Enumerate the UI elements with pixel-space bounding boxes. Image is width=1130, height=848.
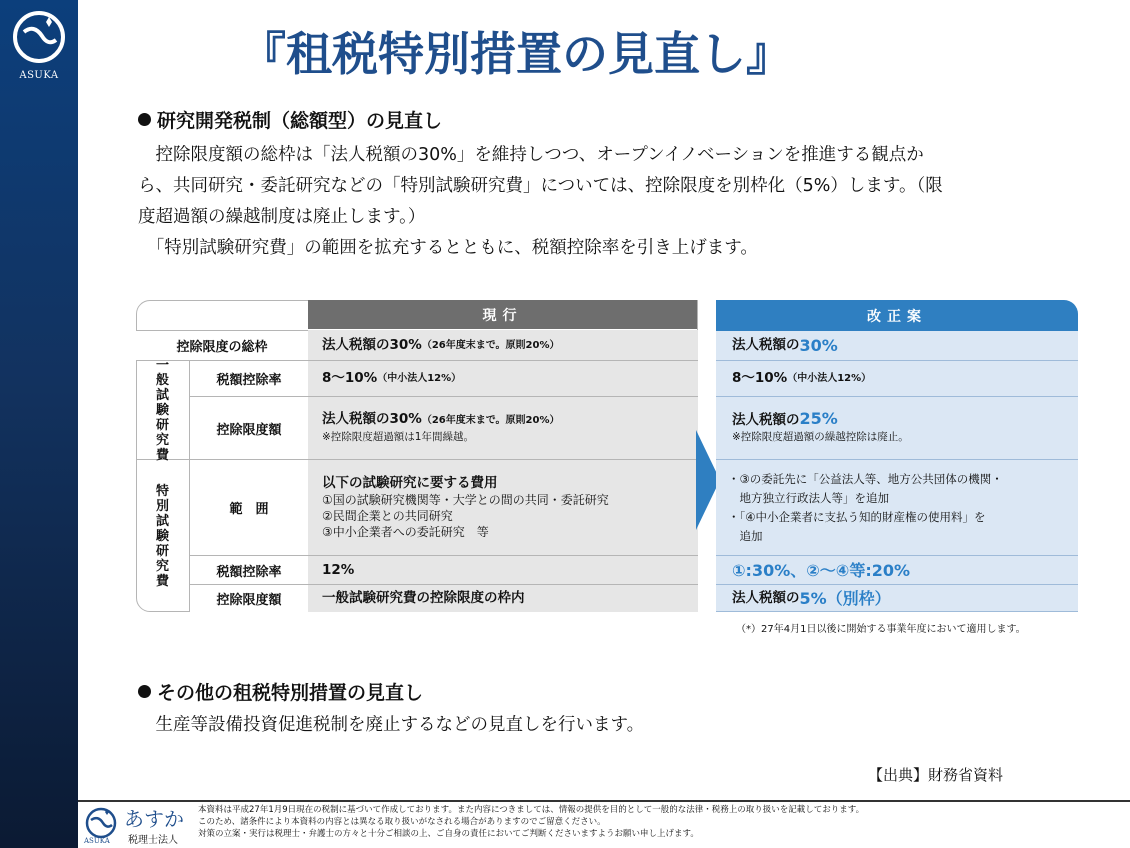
asuka-logo-icon	[84, 806, 118, 840]
paragraph-line: 「特別試験研究費」の範囲を拡充するとともに、税額控除率を引き上げます。	[138, 238, 758, 258]
value-text: 法人税額の	[732, 589, 800, 606]
group-general-rd	[136, 357, 190, 463]
current-value: 12%	[308, 556, 698, 585]
group-special-rd	[136, 460, 190, 612]
group-label-general: 一般試験研究費	[155, 357, 169, 463]
row-label: 控除限度額	[190, 397, 308, 460]
row-label: 範 囲	[190, 460, 308, 556]
footer-brand-sub: 税理士法人	[128, 835, 178, 846]
current-value	[308, 397, 698, 460]
group-label-special: 特別試験研究費	[155, 483, 169, 589]
list-item: ②民間企業との共同研究	[322, 509, 453, 523]
row-label: 控除限度額	[190, 585, 308, 612]
revised-value	[716, 585, 1078, 612]
value-small: （中小法人12%）	[787, 373, 872, 384]
value-text: 法人税額の	[732, 412, 800, 428]
value-small: （26年度末まで。原則20%）	[421, 414, 560, 426]
disclaimer	[198, 804, 864, 840]
value-small: （26年度末まで。原則20%）	[421, 339, 560, 351]
paragraph-line: 度超過額の繰越制度は廃止します。）	[138, 207, 426, 227]
value-small: （中小法人12%）	[377, 373, 462, 384]
revised-value	[716, 397, 1078, 460]
section-heading-text: 研究開発税制（総額型）の見直し	[157, 110, 443, 132]
value-highlight: 30%	[799, 336, 838, 355]
value-text: 8～10%	[322, 370, 378, 386]
revised-header: 改正案	[716, 300, 1078, 331]
row-label: 税額控除率	[190, 361, 308, 397]
current-value: 一般試験研究費の控除限度の枠内	[308, 585, 698, 612]
bullet-icon	[138, 685, 151, 698]
value-text: 法人税額の	[732, 337, 800, 353]
value-text: 法人税額の30%	[322, 336, 422, 353]
revised-value	[716, 460, 1078, 556]
disclaimer-line: 対策の立案・実行は税理士・弁護士の方々と十分ご相談の上、ご自身の責任においてご判断くださいますようお願い申し上げます。	[198, 829, 699, 839]
bullet-icon	[138, 113, 151, 126]
list-item: ・「④中小企業者に支払う知的財産権の使用料」を	[728, 509, 986, 524]
value-highlight: ①:30%、②～④等:20%	[732, 560, 911, 580]
footer-logo-text: ASUKA	[84, 837, 110, 845]
value-note: ※控除限度超過額の繰越控除は廃止。	[732, 431, 909, 443]
list-item: ①国の試験研究機関等・大学との間の共同・委託研究	[322, 493, 609, 507]
list-item: ③中小企業者への委託研究 等	[322, 525, 489, 539]
footer-divider	[78, 800, 1130, 802]
left-sidebar	[0, 0, 78, 848]
disclaimer-line: このため、諸条件により本資料の内容とは異なる取り扱いがなされる場合がありますのでご留意ください。	[198, 817, 606, 827]
revised-value	[716, 331, 1078, 361]
table-footnote: （*）27年4月1日以後に開始する事業年度において適用します。	[736, 624, 1026, 635]
value-highlight: 5%（別枠）	[799, 588, 891, 608]
revised-proposal-table	[716, 300, 1078, 612]
list-item: ・③の委託先に「公益法人等、地方公共団体の機関・	[728, 471, 1003, 486]
value-note: ※控除限度超過額は1年間繰越。	[322, 430, 474, 443]
page-title: 『租税特別措置の見直し』	[240, 27, 792, 81]
disclaimer-line: 本資料は平成27年1月9日現在の税制に基づいて作成しております。また内容につきましては、情報の提供を目的として一般的な法律・税務上の取り扱いを記載しております。	[198, 805, 865, 815]
section-heading-other	[138, 678, 423, 705]
value-text: 法人税額の30%	[322, 410, 422, 427]
logo-text: ASUKA	[19, 70, 59, 81]
current-value	[308, 460, 698, 556]
source-citation: 【出典】財務省資料	[868, 766, 1004, 784]
value-highlight: 25%	[799, 409, 838, 428]
list-item: 地方独立行政法人等」を追加	[728, 490, 889, 505]
current-header: 現行	[308, 300, 697, 329]
paragraph-line: 控除限度額の総枠は「法人税額の30%」を維持しつつ、オープンイノベーションを推進する観点か	[138, 145, 924, 165]
section-heading-rd-tax	[138, 106, 442, 133]
revised-value	[716, 361, 1078, 397]
asuka-logo-icon	[12, 10, 66, 64]
section2-paragraph: 生産等設備投資促進税制を廃止するなどの見直しを行います。	[138, 715, 645, 735]
row-label: 税額控除率	[190, 556, 308, 585]
footer-brand-name: あすか	[124, 807, 184, 831]
value-text: 8～10%	[732, 370, 788, 386]
list-item: 追加	[728, 528, 763, 543]
section-heading-text: その他の租税特別措置の見直し	[157, 682, 424, 704]
section1-paragraph	[138, 140, 943, 264]
current-value	[308, 361, 698, 397]
current-system-table	[136, 300, 698, 612]
row-label: 控除限度の総枠	[136, 330, 308, 361]
paragraph-line: ら、共同研究・委託研究などの「特別試験研究費」については、控除限度を別枠化（5%）します。（限	[138, 176, 943, 196]
value-text: 以下の試験研究に要する費用	[322, 475, 498, 491]
revised-value	[716, 556, 1078, 585]
current-value	[308, 330, 698, 361]
